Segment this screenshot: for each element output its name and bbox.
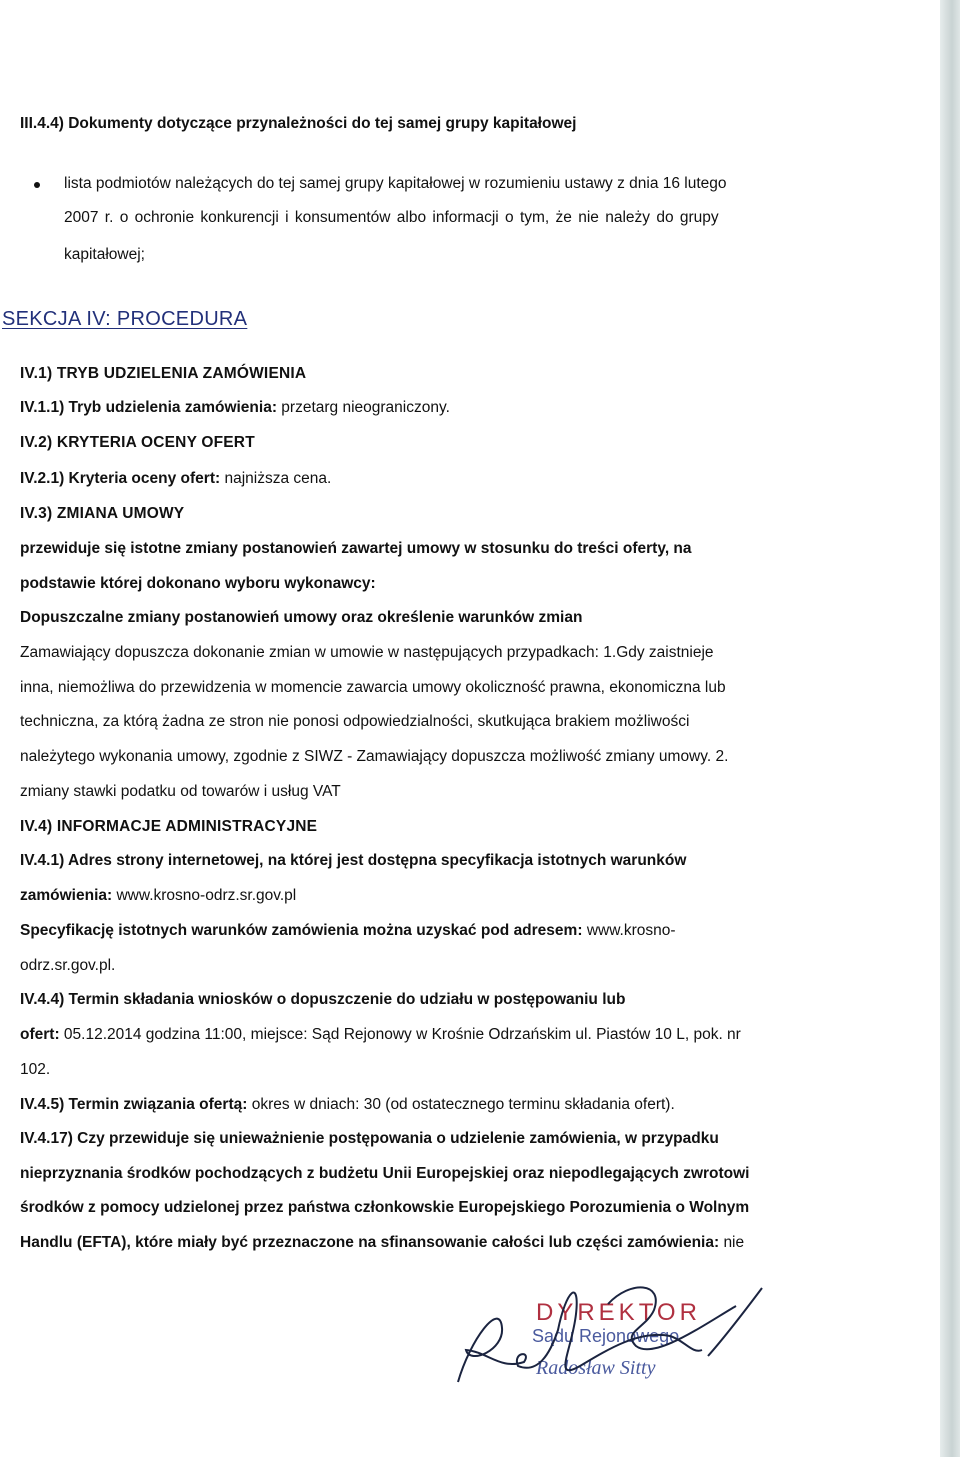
stamp-name: Radosław Sitty	[536, 1357, 656, 1379]
iv3-lead-2: podstawie której dokonano wyboru wykonawcy:	[20, 575, 376, 592]
iv4-5-label: IV.4.5) Termin związania ofertą:	[20, 1096, 248, 1113]
iv2-1-row	[20, 469, 331, 489]
bullet-line-1: lista podmiotów należących do tej samej grupy kapitałowej w rozumieniu ustawy z dnia 16 lutego	[64, 175, 727, 192]
spec-url-cont: odrz.sr.gov.pl.	[20, 957, 116, 974]
iv4-4-value: 05.12.2014 godzina 11:00, miejsce: Sąd Rejonowy w Krośnie Odrzańskim ul. Piastów 10 L, pok. nr	[63, 1026, 741, 1043]
iv4-17-line: IV.4.17) Czy przewiduje się unieważnienie postępowania o udzielenie zamówienia, w przypadku	[20, 1130, 719, 1147]
iv2-1-label: IV.2.1) Kryteria oceny ofert:	[20, 470, 221, 487]
iv2-heading: IV.2) KRYTERIA OCENY OFERT	[20, 434, 255, 451]
iv4-5-row	[20, 1095, 675, 1115]
iv3-body-line: Zamawiający dopuszcza dokonanie zmian w umowie w następujących przypadkach: 1.Gdy zaistnieje	[20, 644, 714, 661]
stamp-court: Sądu Rejonowego	[532, 1326, 680, 1346]
stamp-title: DYREKTOR	[536, 1299, 701, 1326]
spec-label: Specyfikację istotnych warunków zamówienia można uzyskać pod adresem:	[20, 922, 583, 939]
section-title: SEKCJA IV: PROCEDURA	[2, 308, 248, 330]
iv4-17-line: środków z pomocy udzielonej przez państwa członkowskie Europejskiego Porozumienia o Wolnym	[20, 1199, 750, 1216]
bullet-icon	[34, 182, 40, 188]
iv4-1-row	[20, 886, 296, 906]
iv3-body-line: inna, niemożliwa do przewidzenia w momencie zawarcia umowy okoliczność prawna, ekonomiczna lub	[20, 679, 726, 696]
iv3-body-line: należytego wykonania umowy, zgodnie z SIWZ - Zamawiający dopuszcza możliwość zmiany umowy. 2.	[20, 748, 729, 765]
iv1-1-label: IV.1.1) Tryb udzielenia zamówienia:	[20, 399, 277, 416]
iv3-subheading: Dopuszczalne zmiany postanowień umowy oraz określenie warunków zmian	[20, 609, 583, 626]
iv4-heading: IV.4) INFORMACJE ADMINISTRACYJNE	[20, 818, 318, 835]
iv3-heading: IV.3) ZMIANA UMOWY	[20, 505, 185, 522]
iv4-17-last-row	[20, 1233, 744, 1253]
iv3-body-line: techniczna, za którą żadna ze stron nie ponosi odpowiedzialności, skutkująca brakiem możliwości	[20, 713, 690, 730]
iv1-heading: IV.1) TRYB UDZIELENIA ZAMÓWIENIA	[20, 365, 307, 382]
bullet-line-2: 2007 r. o ochronie konkurencji i konsumentów albo informacji o tym, że nie należy do grupy	[64, 209, 719, 226]
iv4-1-url: www.krosno-odrz.sr.gov.pl	[116, 887, 297, 904]
iv4-1-label-1: IV.4.1) Adres strony internetowej, na której jest dostępna specyfikacja istotnych warunków	[20, 852, 687, 869]
iv4-17-line: Handlu (EFTA), które miały być przeznaczone na sfinansowanie całości lub części zamówienia:	[20, 1234, 720, 1251]
iv4-4-label-1: IV.4.4) Termin składania wniosków o dopuszczenie do udziału w postępowaniu lub	[20, 991, 626, 1008]
scan-edge	[940, 0, 960, 1457]
iv1-1-row	[20, 398, 450, 418]
spec-url: www.krosno-	[586, 922, 676, 939]
iv3-lead-1: przewiduje się istotne zmiany postanowień zawartej umowy w stosunku do treści oferty, na	[20, 540, 692, 557]
iv4-4-label-2: ofert:	[20, 1026, 60, 1043]
iv3-body-line: zmiany stawki podatku od towarów i usług VAT	[20, 783, 341, 800]
bullet-line-3: kapitałowej;	[64, 246, 145, 263]
iv4-5-value: okres w dniach: 30 (od ostatecznego terminu składania ofert).	[251, 1096, 675, 1113]
spec-row	[20, 921, 676, 941]
iv4-17-line: nieprzyznania środków pochodzących z budżetu Unii Europejskiej oraz niepodlegających zwrotowi	[20, 1165, 750, 1182]
iv1-1-value: przetarg nieograniczony.	[281, 399, 450, 416]
iv4-1-label-2: zamówienia:	[20, 887, 113, 904]
iv4-4-row	[20, 1025, 741, 1045]
iv4-17-value: nie	[723, 1234, 745, 1251]
director-stamp-signature	[440, 1270, 780, 1400]
heading-iii-4-4: III.4.4) Dokumenty dotyczące przynależności do tej samej grupy kapitałowej	[20, 115, 577, 132]
iv4-4-value-cont: 102.	[20, 1061, 51, 1078]
iv2-1-value: najniższa cena.	[224, 470, 332, 487]
